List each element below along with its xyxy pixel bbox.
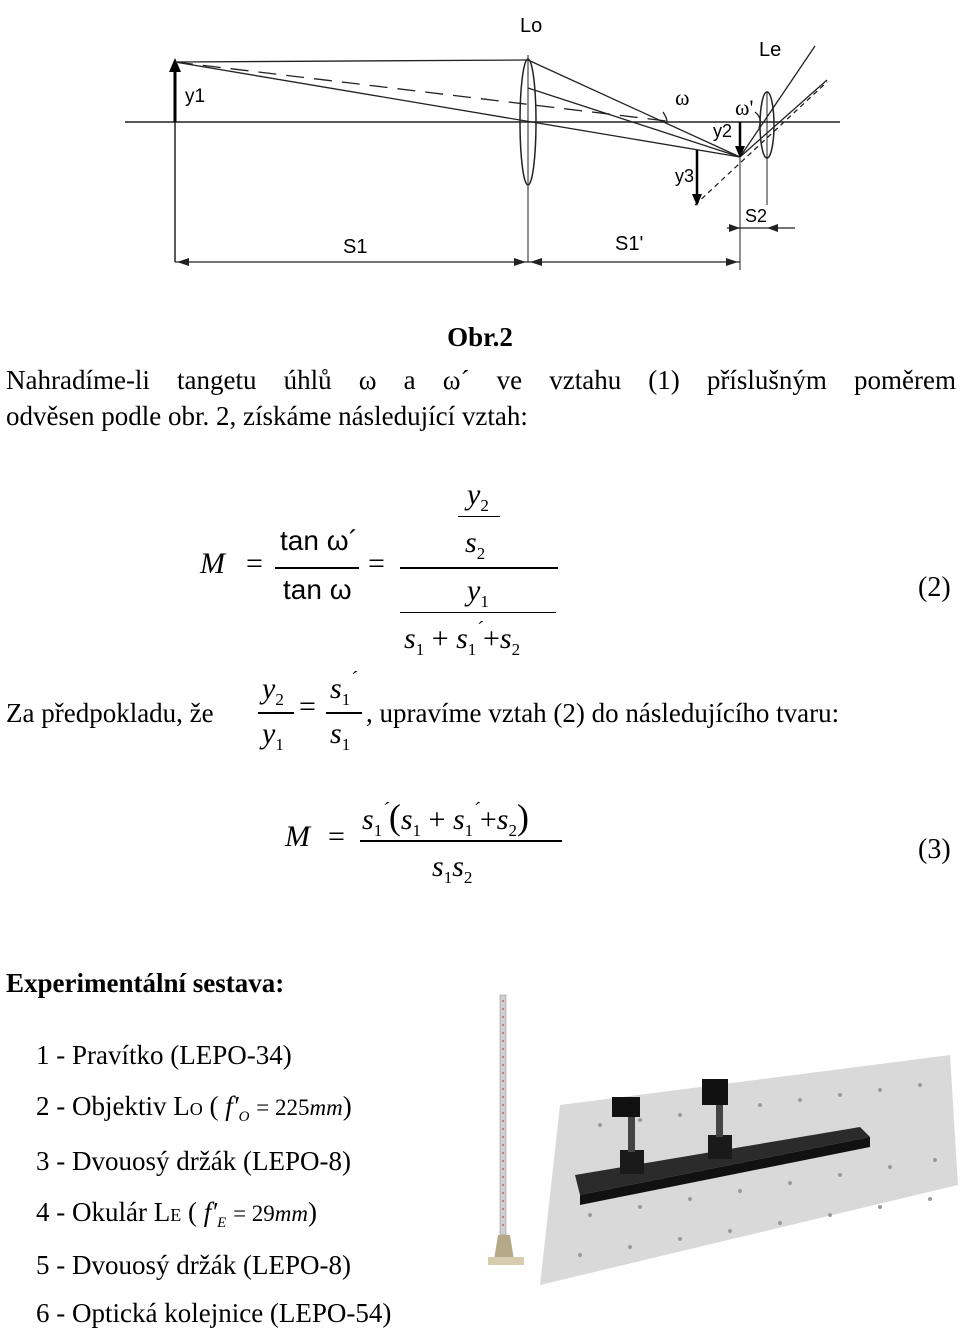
eq2-y2: $y_2$ — [467, 478, 489, 515]
item-number: 6 - — [36, 1298, 66, 1328]
setup-photo-svg — [480, 985, 958, 1295]
label-omega-prime: ω' — [735, 95, 754, 120]
item-text: Optická kolejnice (LEPO-54) — [72, 1298, 392, 1328]
item-value: = 29 — [233, 1201, 275, 1226]
setup-photo — [480, 985, 958, 1295]
item-text: Pravítko (LEPO-34) — [72, 1040, 292, 1070]
item-unit: mm — [274, 1201, 309, 1226]
optical-diagram — [115, 0, 845, 290]
list-item-5 — [36, 1250, 351, 1280]
item-sub: E — [170, 1205, 182, 1225]
eq2-main-bar — [400, 567, 558, 569]
eq2-number: (2) — [918, 572, 951, 603]
item-number: 2 - — [36, 1091, 66, 1121]
section-heading: Experimentální sestava: — [6, 968, 285, 998]
item-paren-open: ( — [187, 1197, 197, 1227]
list-item-6 — [36, 1298, 391, 1328]
item-text: Objektiv L — [72, 1091, 190, 1121]
item-text: Dvouosý držák (LEPO-8) — [72, 1146, 351, 1176]
item-fsub: E — [217, 1215, 227, 1231]
label-y1: y1 — [185, 86, 206, 107]
eq2-s2: $s_2$ — [465, 526, 486, 563]
label-lo: Lo — [520, 15, 543, 37]
paragraph-line-2: odvěsen podle obr. 2, získáme následující vztah: — [6, 401, 528, 431]
list-item-1 — [36, 1040, 292, 1070]
label-s1: S1 — [343, 236, 368, 258]
item-number: 5 - — [36, 1250, 66, 1280]
list-item-4 — [36, 1197, 317, 1232]
item-fsub: O — [238, 1109, 250, 1125]
item-text: Okulár L — [72, 1197, 171, 1227]
cond-y2: $y_2$ — [262, 672, 284, 709]
label-y2: y2 — [713, 121, 733, 141]
cond-s1-prime: $s_1^´$ — [330, 668, 357, 709]
eq3-number: (3) — [918, 834, 951, 865]
label-omega: ω — [675, 85, 690, 110]
intro-paragraph — [6, 362, 956, 434]
eq3-denominator: $s_1s_2$ — [432, 850, 473, 887]
item-text: Dvouosý držák (LEPO-8) — [72, 1250, 351, 1280]
eq2-inner-bar-bottom — [400, 612, 556, 613]
condition-prefix: Za předpokladu, že — [6, 698, 214, 728]
eq2-tan-denominator: tan ω — [283, 574, 352, 605]
eq2-sum: $s_1 + s_1^´+s_2$ — [404, 618, 521, 659]
cond-s1: $s_1$ — [330, 717, 351, 754]
cond-y1: $y_1$ — [262, 717, 284, 754]
label-s1-prime: S1' — [615, 233, 644, 255]
item-f: f′ — [225, 1091, 239, 1121]
item-value: = 225 — [256, 1095, 310, 1120]
list-item-2 — [36, 1091, 352, 1126]
item-number: 4 - — [36, 1197, 66, 1227]
eq3-numerator: $s_1^´(s_1 + s_1^´+s_2)$ — [362, 797, 529, 840]
eq2-equals-2: = — [368, 547, 385, 580]
item-paren-close: ) — [342, 1091, 352, 1121]
eq3-lhs: M — [285, 820, 310, 853]
eq3-equals: = — [328, 820, 345, 853]
eq2-tan-numerator: tan ω´ — [280, 525, 358, 556]
condition-suffix: , upravíme vztah (2) do následujícího tvaru: — [366, 698, 840, 728]
label-y3: y3 — [675, 166, 695, 186]
item-number: 1 - — [36, 1040, 66, 1070]
list-item-3 — [36, 1146, 351, 1176]
eq2-equals-1: = — [246, 547, 263, 580]
item-paren-close: ) — [308, 1197, 318, 1227]
figure-caption: Obr.2 — [447, 322, 513, 352]
item-sub: O — [189, 1099, 203, 1119]
eq3-bar — [360, 840, 562, 842]
item-f: f′ — [203, 1197, 218, 1227]
cond-equals: = — [299, 690, 316, 723]
item-unit: mm — [309, 1095, 343, 1120]
cond-bar-right — [326, 712, 362, 714]
cond-bar-left — [258, 712, 294, 714]
eq2-inner-bar-top — [458, 516, 500, 517]
item-number: 3 - — [36, 1146, 66, 1176]
eq2-tan-fraction-bar — [275, 567, 359, 569]
label-le: Le — [759, 39, 782, 61]
item-paren-open: ( — [209, 1091, 219, 1121]
eq2-lhs: M — [200, 547, 225, 580]
paragraph-line-1: Nahradíme-li tangetu úhlů ω a ω´ ve vztahu (1) příslušným poměrem — [6, 365, 956, 395]
label-s2: S2 — [745, 206, 768, 226]
eq2-y1: $y_1$ — [467, 574, 489, 611]
optical-diagram-svg — [115, 0, 845, 290]
